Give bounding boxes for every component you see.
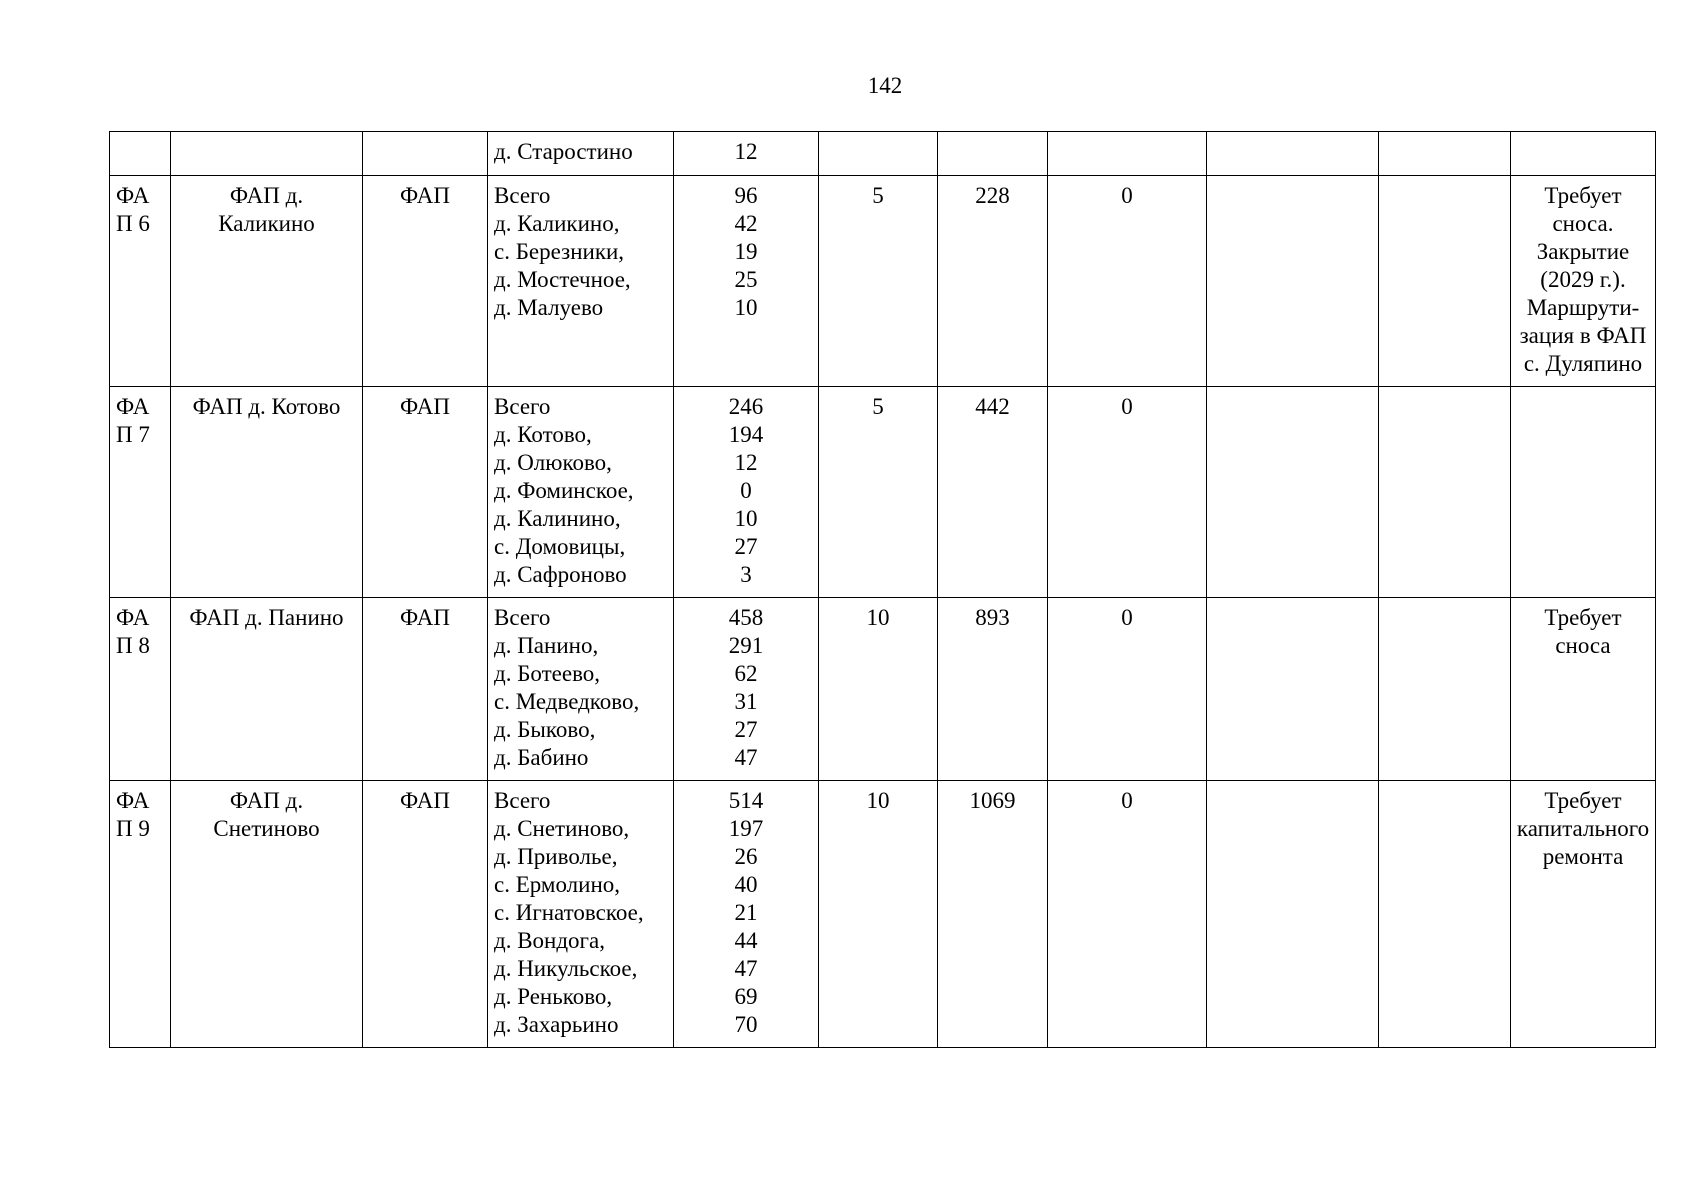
population-cell bbox=[674, 598, 819, 781]
code-cell-line: ФА bbox=[116, 788, 150, 813]
col9-cell bbox=[1207, 176, 1379, 387]
settlements-cell bbox=[488, 781, 674, 1048]
name-cell-line: Каликино bbox=[218, 211, 315, 236]
code-cell-line: ФА bbox=[116, 183, 150, 208]
code-cell-line: П 6 bbox=[116, 211, 150, 236]
settlements-cell-line: д. Приволье, bbox=[494, 844, 618, 869]
settlements-cell-line: Всего bbox=[494, 183, 551, 208]
name-cell-line: Снетиново bbox=[213, 816, 320, 841]
page-number: 142 bbox=[867, 73, 903, 98]
note-cell-line: сноса bbox=[1555, 633, 1611, 658]
population-cell-line: 27 bbox=[734, 534, 758, 559]
settlements-cell-line: Всего bbox=[494, 788, 551, 813]
settlements-cell-line: Всего bbox=[494, 394, 551, 419]
note-cell-line: сноса. bbox=[1552, 211, 1614, 236]
code-cell-line: ФА bbox=[116, 605, 150, 630]
settlements-cell-line: Всего bbox=[494, 605, 551, 630]
settlements-cell-line: с. Березники, bbox=[494, 239, 625, 264]
col8-cell: 0 bbox=[1048, 176, 1207, 387]
settlements-cell bbox=[488, 387, 674, 598]
population-cell bbox=[674, 781, 819, 1048]
col9-cell bbox=[1207, 132, 1379, 176]
population-cell-line: 19 bbox=[734, 239, 758, 264]
settlements-cell-line: д. Захарьино bbox=[494, 1012, 619, 1037]
note-cell-line: ремонта bbox=[1542, 844, 1624, 869]
population-cell-line: 44 bbox=[734, 928, 758, 953]
col10-cell bbox=[1379, 132, 1511, 176]
population-cell-line: 514 bbox=[728, 788, 764, 813]
settlements-cell-line: д. Сафроново bbox=[494, 562, 627, 587]
type-cell: ФАП bbox=[363, 176, 488, 387]
settlements-cell-line: д. Котово, bbox=[494, 422, 592, 447]
table-body bbox=[110, 132, 1656, 1048]
population-cell-line: 31 bbox=[734, 689, 758, 714]
name-cell bbox=[171, 598, 363, 781]
population-cell-line: 10 bbox=[734, 295, 758, 320]
settlements-cell-line: д. Олюково, bbox=[494, 450, 612, 475]
col8-cell bbox=[1048, 132, 1207, 176]
table-row bbox=[110, 132, 1656, 176]
settlements-cell-line: д. Ботеево, bbox=[494, 661, 601, 686]
note-cell bbox=[1511, 387, 1656, 598]
settlements-cell-line: д. Бабино bbox=[494, 745, 589, 770]
settlements-cell-line: д. Снетиново, bbox=[494, 816, 630, 841]
note-cell bbox=[1511, 598, 1656, 781]
col7-cell: 1069 bbox=[938, 781, 1048, 1048]
col10-cell bbox=[1379, 387, 1511, 598]
col7-cell: 228 bbox=[938, 176, 1048, 387]
population-cell-line: 197 bbox=[728, 816, 764, 841]
population-cell-line: 62 bbox=[734, 661, 758, 686]
col10-cell bbox=[1379, 598, 1511, 781]
population-cell-line: 458 bbox=[728, 605, 764, 630]
settlements-cell-line: д. Каликино, bbox=[494, 211, 620, 236]
name-cell-line: ФАП д. bbox=[229, 183, 304, 208]
population-cell-line: 0 bbox=[740, 478, 752, 503]
name-cell bbox=[171, 387, 363, 598]
population-cell-line: 291 bbox=[728, 633, 764, 658]
code-cell bbox=[110, 176, 171, 387]
name-cell-line: ФАП д. bbox=[229, 788, 304, 813]
note-cell-line: капитального bbox=[1516, 816, 1650, 841]
note-cell bbox=[1511, 132, 1656, 176]
col10-cell bbox=[1379, 176, 1511, 387]
settlements-cell-line: д. Реньково, bbox=[494, 984, 613, 1009]
name-cell-line: ФАП д. Панино bbox=[189, 605, 344, 630]
code-cell-line: ФА bbox=[116, 394, 150, 419]
col7-cell bbox=[938, 132, 1048, 176]
table-row bbox=[110, 387, 1656, 598]
population-cell-line: 3 bbox=[740, 562, 752, 587]
note-cell-line: зация в ФАП bbox=[1519, 323, 1647, 348]
population-cell-line: 21 bbox=[734, 900, 758, 925]
population-cell-line: 12 bbox=[734, 450, 758, 475]
col7-cell: 893 bbox=[938, 598, 1048, 781]
code-cell bbox=[110, 781, 171, 1048]
note-cell-line: (2029 г.). bbox=[1540, 267, 1626, 292]
settlements-cell-line: с. Ермолино, bbox=[494, 872, 621, 897]
col9-cell bbox=[1207, 387, 1379, 598]
code-cell-line: П 8 bbox=[116, 633, 150, 658]
col6-cell: 5 bbox=[819, 387, 938, 598]
table-row bbox=[110, 598, 1656, 781]
settlements-cell-line: д. Вондога, bbox=[494, 928, 605, 953]
code-cell bbox=[110, 598, 171, 781]
note-cell-line: Закрытие bbox=[1536, 239, 1630, 264]
note-cell-line: Требует bbox=[1544, 788, 1622, 813]
type-cell bbox=[363, 132, 488, 176]
type-cell: ФАП bbox=[363, 387, 488, 598]
col8-cell: 0 bbox=[1048, 598, 1207, 781]
population-cell-line: 12 bbox=[734, 139, 758, 164]
col8-cell: 0 bbox=[1048, 781, 1207, 1048]
settlements-cell-line: д. Фоминское, bbox=[494, 478, 634, 503]
code-cell bbox=[110, 387, 171, 598]
settlements-cell-line: д. Старостино bbox=[494, 139, 633, 164]
col9-cell bbox=[1207, 598, 1379, 781]
population-cell bbox=[674, 176, 819, 387]
settlements-cell bbox=[488, 598, 674, 781]
type-cell: ФАП bbox=[363, 598, 488, 781]
note-cell bbox=[1511, 176, 1656, 387]
note-cell-line: Маршрути- bbox=[1526, 295, 1640, 320]
col6-cell: 10 bbox=[819, 598, 938, 781]
col9-cell bbox=[1207, 781, 1379, 1048]
population-cell-line: 47 bbox=[734, 956, 758, 981]
settlements-cell-line: с. Медведково, bbox=[494, 689, 640, 714]
population-cell-line: 26 bbox=[734, 844, 758, 869]
note-cell-line: Требует bbox=[1544, 183, 1622, 208]
settlements-cell-line: д. Никульское, bbox=[494, 956, 638, 981]
population-cell-line: 70 bbox=[734, 1012, 758, 1037]
population-cell-line: 246 bbox=[728, 394, 764, 419]
settlements-cell-line: д. Калинино, bbox=[494, 506, 621, 531]
settlements-cell-line: с. Игнатовское, bbox=[494, 900, 644, 925]
name-cell bbox=[171, 781, 363, 1048]
col10-cell bbox=[1379, 781, 1511, 1048]
col6-cell bbox=[819, 132, 938, 176]
settlements-cell-line: д. Быково, bbox=[494, 717, 596, 742]
settlements-cell-line: д. Панино, bbox=[494, 633, 599, 658]
population-cell-line: 194 bbox=[728, 422, 764, 447]
name-cell bbox=[171, 132, 363, 176]
settlements-cell-line: д. Мостечное, bbox=[494, 267, 631, 292]
settlements-cell bbox=[488, 176, 674, 387]
population-cell-line: 10 bbox=[734, 506, 758, 531]
settlements-cell bbox=[488, 132, 674, 176]
type-cell: ФАП bbox=[363, 781, 488, 1048]
col6-cell: 10 bbox=[819, 781, 938, 1048]
note-cell-line: с. Дуляпино bbox=[1523, 351, 1643, 376]
population-cell-line: 42 bbox=[734, 211, 758, 236]
population-cell-line: 69 bbox=[734, 984, 758, 1009]
settlements-cell-line: д. Малуево bbox=[494, 295, 604, 320]
name-cell bbox=[171, 176, 363, 387]
col8-cell: 0 bbox=[1048, 387, 1207, 598]
name-cell-line: ФАП д. Котово bbox=[192, 394, 341, 419]
population-cell bbox=[674, 132, 819, 176]
population-cell-line: 96 bbox=[734, 183, 758, 208]
population-cell bbox=[674, 387, 819, 598]
col6-cell: 5 bbox=[819, 176, 938, 387]
population-cell-line: 25 bbox=[734, 267, 758, 292]
facilities-table bbox=[109, 131, 1656, 1048]
population-cell-line: 47 bbox=[734, 745, 758, 770]
table-row bbox=[110, 176, 1656, 387]
note-cell-line: Требует bbox=[1544, 605, 1622, 630]
population-cell-line: 40 bbox=[734, 872, 758, 897]
note-cell bbox=[1511, 781, 1656, 1048]
code-cell-line: П 9 bbox=[116, 816, 150, 841]
table-row bbox=[110, 781, 1656, 1048]
col7-cell: 442 bbox=[938, 387, 1048, 598]
code-cell bbox=[110, 132, 171, 176]
settlements-cell-line: с. Домовицы, bbox=[494, 534, 626, 559]
population-cell-line: 27 bbox=[734, 717, 758, 742]
code-cell-line: П 7 bbox=[116, 422, 150, 447]
